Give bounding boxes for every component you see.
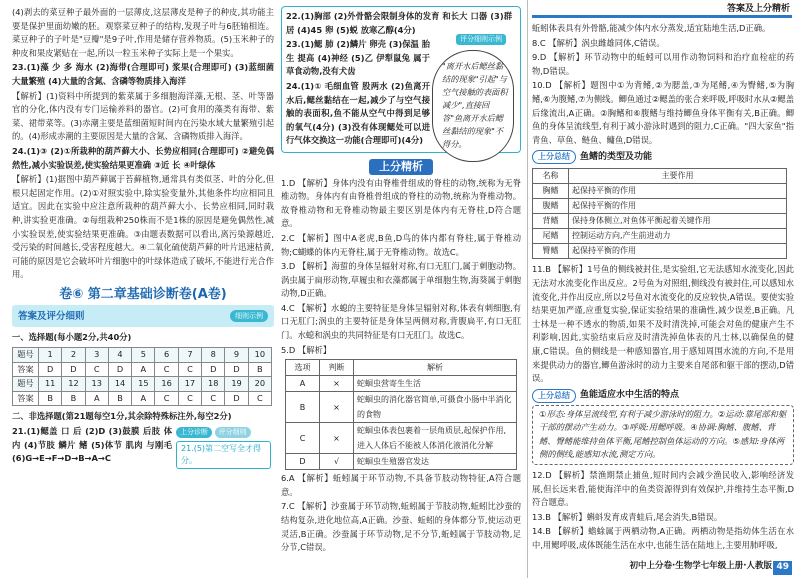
choice-head-judge: 判断 [320,360,354,376]
bubble-tag: 评分细则示例 [456,34,506,45]
choice-cell: 蛇蛔虫的消化器官简单,可摄食小肠中半消化的食物 [354,392,517,423]
analysis-5: 5.D 【解析】 [281,344,332,355]
summary-pill: 上分总结 [532,150,576,164]
answer-cell: C [248,391,271,406]
analysis-9: 9.D 【解析】环节动物中的蚯蚓可以用作动物饲料和治疗血栓症的药物,D错误。 [532,52,794,76]
answer-cell: B [62,391,85,406]
answer-band-tag: 细则示例 [230,310,268,322]
summary-title: 鱼能适应水中生活的特点 [580,389,680,400]
upgrade-box: 21.(5)第二空写全才得分。 [176,441,271,469]
fin-cell: 起保持平衡的作用 [569,184,787,199]
answer-cell: 10 [248,348,271,363]
answer-cell: A [132,362,155,377]
table-row [286,376,517,392]
table-header-label: 题号 [13,377,39,392]
table-row [286,392,517,423]
q23-analysis: 【解析】(1)资料中所提到的紫菜属于多细胞海洋藻,无根、茎、叶等器官的分化,体内没有专门运输养料的器官。(2)可食用的藻类有海带、紫菜、裙带菜等。(3)赤潮主要是蓝细菌短时间内在污染水域大量繁殖引起的。(4)形成赤潮的主要原因是大量的含氮、含磷物质排入海洋。 [12,90,274,142]
left-column [12,6,274,469]
section-title [281,159,521,175]
answer-cell: 18 [202,377,225,392]
answer-cell: D [225,391,248,406]
upgrade-note [176,425,271,469]
fin-cell: 腹鳍 [533,199,569,214]
page-number: 49 [773,561,792,575]
choice-cell: 蛇蛔虫营寄生生活 [354,376,517,392]
q24-answer: 24.(1)③ (2)①所栽种的葫芦藓大小、长势应相同(合理即可) ②避免偶然性,减小实验误差,使实验结果更准确 ③近 长 ④叶绿体 [12,145,274,170]
right-column [532,22,794,554]
section-nonchoice-title: 二、非选择题(第21题每空1分,其余除特殊标注外,每空2分) [12,411,232,422]
fin-cell: 背鳍 [533,214,569,229]
table-row [286,454,517,470]
answer-cell: D [108,362,131,377]
answer-cell: 5 [132,348,155,363]
fin-cell: 胸鳍 [533,184,569,199]
analysis-4: 4.C 【解析】水螅的主要特征是身体呈辐射对称,体表有刺细胞,有口无肛门;涡虫的主要特征是身体呈两侧对称,背腹扁平,有口无肛门。水螅和涡虫的共同特征是有口无肛门。故选C。 [281,302,521,341]
answer-cell: 13 [85,377,108,392]
analysis-7-cont: 蚯蚓体表具有外骨骼,能减少体内水分蒸发,适宜陆地生活,D正确。 [532,23,771,33]
answer-cell: D [202,362,225,377]
answer-cell: 9 [225,348,248,363]
answer-cell: C [85,362,108,377]
answer-cell: B [39,391,62,406]
analysis-14: 14.B 【解析】蟾蜍属于两栖动物,A正确。两栖动物是指幼体生活在水中,用鳃呼吸,成体既能生活在水中,也能生活在陆地上,主要用肺呼吸, [532,526,794,551]
answer-band [12,305,274,327]
answer-cell: 19 [225,377,248,392]
summary-pill: 上分总结 [532,389,576,403]
fin-cell: 保持身体侧立,对鱼体平衡起着关键作用 [569,214,787,229]
analysis-1: 1.D 【解析】身体内没有由脊椎骨组成的脊柱的动物,统称为无脊椎动物。身体内有由脊椎骨组成的脊柱的动物,统称为脊椎动物。故脊椎动物和无脊椎动物最主要区别是体内有无脊柱,D符合题意。 [281,177,521,229]
table-row [533,244,787,259]
fin-head-role: 主要作用 [569,169,787,184]
analysis-12: 12.D 【解析】禁渔期禁止捕鱼,短时间内会减少渔民收入,影响经济发展,但长远来看,能使海洋中的鱼类资源得到有效保护,并维持生态平衡,D符合题意。 [532,470,794,508]
summary-fin-head [532,150,794,164]
scoring-bubble: "离开水后鳃丝黏结的现象"引起"与空气接触的表面积减少",直接回答"鱼离开水后鳃丝黏结的现象"不得分。 [432,50,514,162]
answer-cell: 16 [155,377,178,392]
upgrade-tag-2: 评分细则 [215,427,251,438]
table-row [533,184,787,199]
answer-box [281,6,521,153]
q22-answer: 22.(1)胸部 (2)外骨骼会限制身体的发育 和长大 口器 (3)群居 (4)45 卵 (5)蜕 放寒乙醇(4分) [286,11,512,35]
table-row [533,214,787,229]
analysis-2: 2.C 【解析】图中A老虎,B鱼,D鸟的体内都有脊柱,属于脊椎动物;C蝴蝶的体内无脊柱,属于无脊椎动物。故选C。 [281,232,521,257]
analysis-10: 10.D 【解析】题图中①为背鳍,②为腮盖,③为尾鳍,④为臀鳍,⑤为胸鳍,⑥为腹鳍,⑦为侧线。鲫鱼通过②鳃盖的张合来呼吸,呼吸时水从②鳃盖后缘流出,A正确。②胸鳍和⑥腹鳍与维持鲫鱼身体平衡有关,B正确。鲫鱼的身体呈流线型,有利于减小游泳时遇到的阻力,C正确。"四大家鱼"指青鱼、草鱼、鲢鱼、鳙鱼,D错误。 [532,80,794,145]
answer-cell: 4 [108,348,131,363]
middle-column [281,6,521,556]
answer-cell: C [155,362,178,377]
choice-cell: √ [320,454,354,470]
q21-answer: 21.(1)鳃盖 口 后 (2)D (3)鼓膜 后肢 体内 (4)节肢 鳞片 鳍 (5)体节 肌肉 与刚毛 (6)G→E→F→D→B→A→C [12,426,172,464]
analysis-6: 6.A 【解析】蚯蚓属于环节动物,不具备节肢动物特征,A符合题意。 [281,473,521,497]
header-title: 答案及上分精析 [726,4,790,14]
choice-cell: × [320,392,354,423]
choice-cell: 蛇蛔虫生殖器官发达 [354,454,517,470]
choice-cell: C [286,423,320,454]
answer-cell: 2 [62,348,85,363]
fin-cell: 臀鳍 [533,244,569,259]
answer-cell: 20 [248,377,271,392]
upgrade-tag: 上分诊断 [176,427,212,438]
q23-answer: 23.(1)藻 少 多 海水 (2)海带(合理即可) 浆果(合理即可) (3)蓝细菌 大量繁殖 (4)大量的含氮、含磷等物质排入海洋 [12,62,274,86]
answer-cell: C [178,362,201,377]
answer-cell: C [155,391,178,406]
summary-adapt-head [532,389,794,403]
analysis-8: 8.C 【解析】涡虫雌雄同体,C错误。 [532,37,665,48]
q24-analysis: 【解析】(1)据图中葫芦藓属于苔藓植物,通常具有类似茎、叶的分化,但根只起固定作用。(2)①对照实验中,除实验变量外,其他条件均应相同且适宜。因此在实验中应注意所栽种的葫芦藓大小、长势应相同,同时栽种,讲实验更准确。②每组栽种250株而不是1株的原因是避免偶然性,减小实验误差,使实验结果更准确。③由题表数据可以看出,离污染源越近,受污染的时间越长,受害程度越大。④二氧化硫使葫芦藓的叶片迅速枯黄,可能的原因是它会破坏叶片细胞中的叶绿体造成了破坏,不能进行光合作用。 [12,174,274,280]
choice-head-analysis: 解析 [354,360,517,376]
volume-title: 卷⑥ 第二章基础诊断卷(A卷) [59,286,227,302]
answer-cell: 14 [108,377,131,392]
summary-adapt-box: ①形态:身体呈流线型,有利于减少游泳时的阻力。②运动:靠尾部和躯干部的摆动产生动力。③呼吸:用鳃呼吸。④协调:胸鳍、腹鳍、背鳍、臀鳍能维持鱼体平衡,尾鳍控制鱼体运动的方向。⑤感知:身体两侧的侧线,能感知水流,测定方向。 [532,405,794,465]
table-answer-label: 答案 [13,362,39,377]
analysis-7: 7.C 【解析】沙蚕属于环节动物,蚯蚓属于节肢动物,蚯蚓比沙蚕的结构复杂,进化地位高,A正确。沙蚕、蚯蚓的身体都分节,使运动更灵活,B正确。沙蚕属于环节动物,足不分节,蚯蚓属于节肢动物,足分节,C错误。 [281,501,521,553]
answer-cell: B [248,362,271,377]
table-row [533,199,787,214]
analysis-3: 3.D 【解析】海蜇的身体呈辐射对称,有口无肛门,属于刺胞动物。涡虫属于扁形动物,草履虫和衣藻都属于单细胞生物,海葵属于刺胞动物,D正确。 [281,261,521,299]
summary-title: 鱼鳍的类型及功能 [580,151,653,162]
answer-cell: 6 [155,348,178,363]
table-row [533,229,787,244]
column-divider [527,0,528,578]
answer-cell: 17 [178,377,201,392]
q23-mid-answer: 23.(1)鳃 肺 (2)鳞片 卵壳 (3)保温 胎生 提高 (4)神经 (5)乙 伊犁鼠兔 属于草食动物,没有犬齿 [286,39,430,77]
answer-cell: 11 [39,377,62,392]
section-title-label: 上分精析 [369,159,433,175]
seed-answer-paragraph: (4)剥去的菜豆种子最外面的一层薄皮,这层薄皮是种子的种皮,其功能主要是保护里面幼嫩的胚。观察菜豆种子的结构,发现子叶与6胚轴相连。菜豆种子的子叶是"豆瓣"是9子叶,作用是储存营养物质。(5)玉米种子的种皮和果皮紧贴在一起,所以一粒玉米种子实际上是一个果实。 [12,7,274,58]
answer-cell: 7 [178,348,201,363]
answer-cell: C [178,391,201,406]
q21-block [12,425,274,469]
choice-cell: A [286,376,320,392]
fin-table [532,168,787,259]
table-answer-label: 答案 [13,391,39,406]
answer-cell: 3 [85,348,108,363]
fin-head-name: 名称 [533,169,569,184]
answer-table [12,347,272,406]
answer-cell: 1 [39,348,62,363]
answer-band-label: 答案及评分细则 [18,310,85,322]
choice-cell: × [320,376,354,392]
answer-cell: 15 [132,377,155,392]
fin-cell: 尾鳍 [533,229,569,244]
table-row [286,423,517,454]
answer-cell: 12 [62,377,85,392]
choice-table [285,359,517,470]
fin-cell: 控制运动方向,产生前进动力 [569,229,787,244]
answer-cell: A [132,391,155,406]
answer-cell: D [39,362,62,377]
answer-cell: C [202,391,225,406]
choice-cell: × [320,423,354,454]
analysis-13: 13.B 【解析】蝌蚪发育成青蛙后,尾会消失,B错误。 [532,511,723,522]
answer-cell: A [85,391,108,406]
answer-cell: 8 [202,348,225,363]
section-choice-title: 一、选择题(每小题2分,共40分) [12,332,132,343]
answer-cell: D [225,362,248,377]
header-bar [532,15,792,18]
choice-head-option: 选项 [286,360,320,376]
answer-cell: D [62,362,85,377]
choice-cell: B [286,392,320,423]
choice-cell: 蛇蛔虫体表包裹着一层角质层,起保护作用,进入人体后不能被人体消化液消化分解 [354,423,517,454]
analysis-11: 11.B 【解析】1号鱼的侧线被封住,是实验组,它无法感知水流变化,因此无法对水流变化作出反应。2号鱼为对照组,侧线没有被封住,可以感知水流变化,并作出反应,所以2号鱼对水流变化的反应较快,A错误。要使实验结果更加严谨,应重复实验,保证实验结果的准确性,减少误差,B正确。凡士林是一种不透水的物质,如果不及时清洗掉,可能会对鱼的健康产生不利影响,因此,实验结束后应及时清洗掉鱼体表的凡士林,以确保鱼的健康,C错误。鱼的侧线是一种感知器官,用于感知周围水流的方向,不是用来提供动力的器官,鲫鱼游泳时的动力主要来自尾部和躯干部的摆动,D错误。 [532,264,794,384]
footer-text: 初中上分卷·生物学七年级上册·人教版 [629,561,772,572]
fin-cell: 起保持平衡的作用 [569,199,787,214]
fin-cell: 起保持平衡的作用 [569,244,787,259]
choice-cell: D [286,454,320,470]
q24-mid-answer: 24.(1)① 毛细血管 股两水 (2)鱼离开水后,鳃丝黏结在一起,减少了与空气接触的表面积,鱼不能从空气中得到足够的氧气(4分) (3)没有体现鳃处可以进行气体交换这一功能(合理即可)(4分) [286,80,430,146]
answer-cell: B [108,391,131,406]
table-header-label: 题号 [13,348,39,363]
